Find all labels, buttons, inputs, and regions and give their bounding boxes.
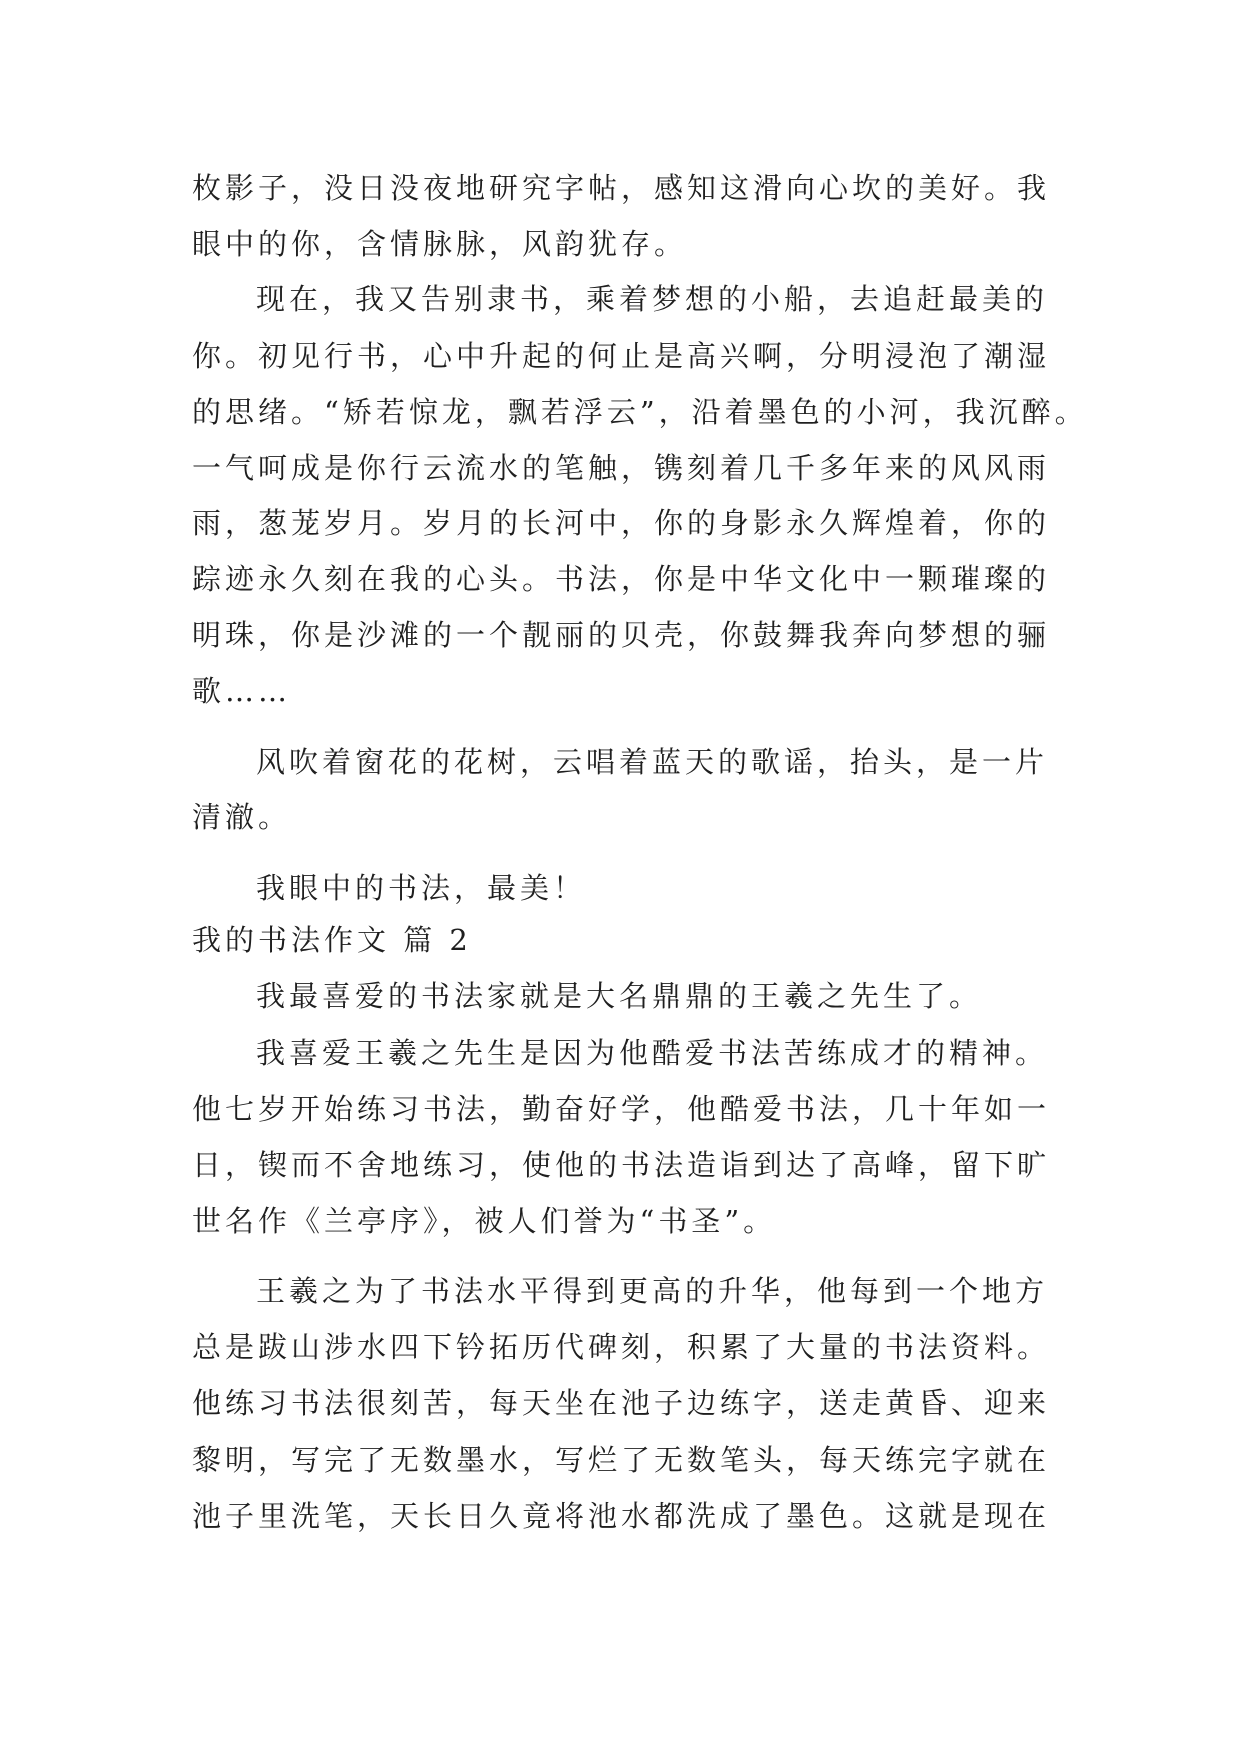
text-line: 明珠，你是沙滩的一个靓丽的贝壳，你鼓舞我奔向梦想的骊 [192, 618, 1051, 652]
text-line: 一气呵成是你行云流水的笔触，镌刻着几千多年来的风风雨 [192, 451, 1051, 485]
text-line: 枚影子，没日没夜地研究字帖，感知这滑向心坎的美好。我 [192, 171, 1051, 205]
section-heading: 我的书法作文 篇 2 [192, 923, 472, 957]
text-line: 总是跋山涉水四下钤拓历代碑刻，积累了大量的书法资料。 [192, 1330, 1051, 1364]
paragraph-first-line: 我眼中的书法，最美！ [256, 871, 587, 905]
text-line: 眼中的你，含情脉脉，风韵犹存。 [192, 227, 688, 261]
text-line: 踪迹永久刻在我的心头。书法，你是中华文化中一颗璀璨的 [192, 562, 1051, 596]
text-line: 清澈。 [192, 800, 292, 834]
paragraph-first-line: 现在，我又告别隶书，乘着梦想的小船，去追赶最美的 [256, 282, 1049, 316]
text-line: 黎明，写完了无数墨水，写烂了无数笔头，每天练完字就在 [192, 1443, 1051, 1477]
text-line: 日，锲而不舍地练习，使他的书法造诣到达了高峰，留下旷 [192, 1148, 1051, 1182]
text-line: 歌…… [192, 674, 292, 708]
paragraph-first-line: 我喜爱王羲之先生是因为他酷爱书法苦练成才的精神。 [256, 1036, 1049, 1070]
paragraph-first-line: 王羲之为了书法水平得到更高的升华，他每到一个地方 [256, 1274, 1049, 1308]
text-line: 世名作《兰亭序》，被人们誉为“书圣”。 [192, 1204, 777, 1238]
text-line: 的思绪。“矫若惊龙，飘若浮云”，沿着墨色的小河，我沉醉。 [192, 395, 1088, 429]
text-line: 他练习书法很刻苦，每天坐在池子边练字，送走黄昏、迎来 [192, 1386, 1051, 1420]
text-line: 他七岁开始练习书法，勤奋好学，他酷爱书法，几十年如一 [192, 1092, 1051, 1126]
paragraph-first-line: 我最喜爱的书法家就是大名鼎鼎的王羲之先生了。 [256, 979, 983, 1013]
text-line: 雨，葱茏岁月。岁月的长河中，你的身影永久辉煌着，你的 [192, 506, 1051, 540]
paragraph-first-line: 风吹着窗花的花树，云唱着蓝天的歌谣，抬头，是一片 [256, 745, 1049, 779]
text-line: 你。初见行书，心中升起的何止是高兴啊，分明浸泡了潮湿 [192, 339, 1051, 373]
text-line: 池子里洗笔，天长日久竟将池水都洗成了墨色。这就是现在 [192, 1499, 1051, 1533]
